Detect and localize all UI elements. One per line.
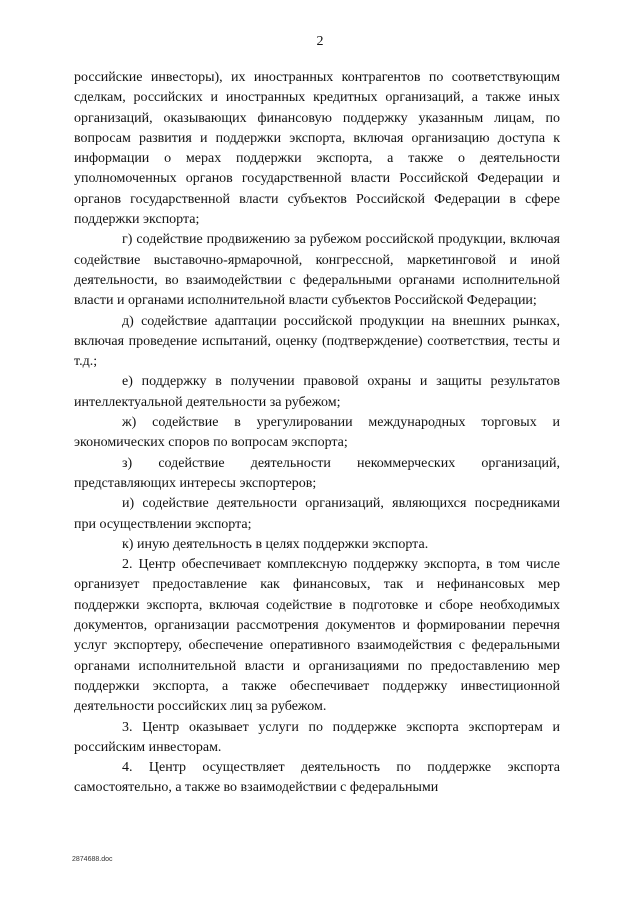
paragraph-section-2: 2. Центр обеспечивает комплексную поддержку экспорта, в том числе организует предоставление как финансовых, так и нефинансовых мер поддержки экспорта, включая содействие в подготовке и сборе необходимых документов, организации рассмотрения документов и формировании перечня услуг экспортеру, обеспечение оперативного взаимодействия с федеральными органами исполнительной власти и организациями по предоставлению мер поддержки экспорта, а также обеспечивает поддержку инвестиционной деятельности российских лиц за рубежом.	[74, 557, 560, 715]
paragraph-item-zh: ж) содействие в урегулировании международных торговых и экономических споров по вопросам экспорта;	[74, 415, 560, 451]
document-body	[74, 68, 560, 799]
paragraph-section-3: 3. Центр оказывает услуги по поддержке экспорта экспортерам и российским инвесторам.	[74, 719, 560, 755]
paragraph-item-e: е) поддержку в получении правовой охраны и защиты результатов интеллектуальной деятельности за рубежом;	[74, 374, 560, 410]
paragraph-item-k: к) иную деятельность в целях поддержки экспорта.	[122, 536, 429, 552]
paragraph-section-4: 4. Центр осуществляет деятельность по поддержке экспорта самостоятельно, а также во взаимодействии с федеральными	[74, 760, 560, 796]
document-file-reference: 2874688.doc	[72, 856, 113, 863]
paragraph-item-i: и) содействие деятельности организаций, являющихся посредниками при осуществлении экспорта;	[74, 496, 560, 532]
paragraph-item-z: з) содействие деятельности некоммерческих организаций, представляющих интересы экспортеров;	[74, 455, 560, 491]
paragraph-continuation: российские инвесторы), их иностранных контрагентов по соответствующим сделкам, российских и иностранных кредитных организаций, а также иных организаций, оказывающих финансовую поддержку указанным лицам, по вопросам развития и поддержки экспорта, включая организацию доступа к информации о мерах поддержки экспорта, а также о деятельности уполномоченных органов государственной власти Российской Федерации и органов государственной власти субъектов Российской Федерации в сфере поддержки экспорта;	[74, 70, 560, 228]
page-number: 2	[316, 34, 324, 49]
paragraph-item-g: г) содействие продвижению за рубежом российской продукции, включая содействие выставочно-ярмарочной, конгрессной, маркетинговой и иной деятельности, во взаимодействии с федеральными органами исполнительной власти и органами исполнительной власти субъектов Российской Федерации;	[74, 232, 560, 309]
paragraph-item-d: д) содействие адаптации российской продукции на внешних рынках, включая проведение испытаний, оценку (подтверждение) соответствия, тесты и т.д.;	[74, 313, 560, 370]
